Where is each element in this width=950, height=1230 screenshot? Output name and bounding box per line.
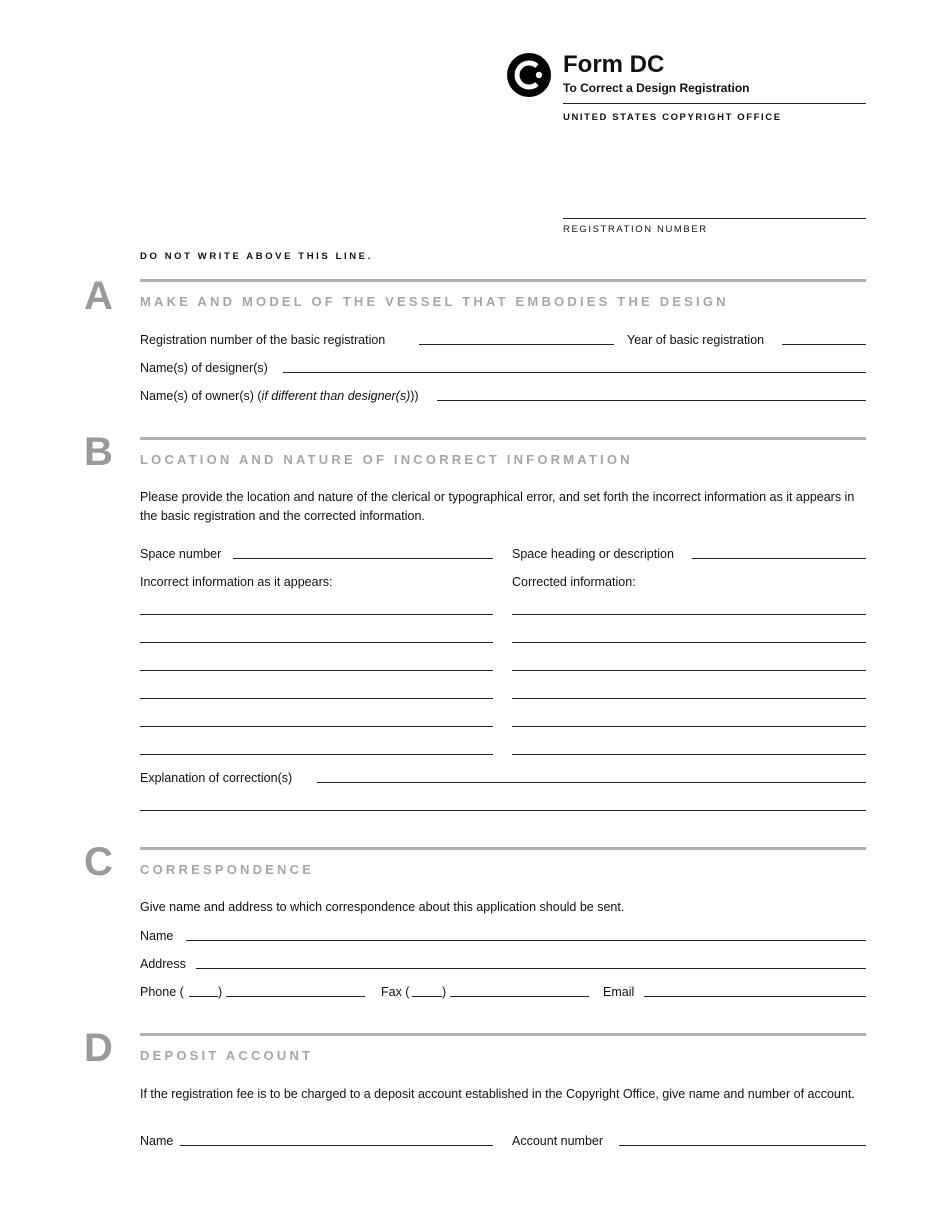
section-d-rule	[140, 1033, 866, 1036]
phone-number-field[interactable]	[226, 996, 365, 997]
year-field[interactable]	[782, 344, 866, 345]
space-number-label: Space number	[140, 547, 222, 561]
explanation-field[interactable]	[317, 782, 866, 783]
deposit-name-field[interactable]	[180, 1145, 493, 1146]
incorrect-info-line[interactable]	[140, 698, 493, 699]
registration-number-label: REGISTRATION NUMBER	[563, 224, 708, 235]
copyright-office-logo-icon	[506, 52, 552, 98]
correspondence-name-label: Name	[140, 929, 174, 943]
header-divider	[563, 103, 866, 104]
corrected-info-line[interactable]	[512, 670, 866, 671]
corrected-info-line[interactable]	[512, 726, 866, 727]
corrected-info-line[interactable]	[512, 614, 866, 615]
section-a-rule	[140, 279, 866, 282]
section-c-rule	[140, 847, 866, 850]
corrected-info-line[interactable]	[512, 754, 866, 755]
section-c-instructions: Give name and address to which correspondence about this application should be sent.	[140, 900, 625, 914]
fax-close-paren: )	[442, 985, 447, 999]
correspondence-address-field[interactable]	[196, 968, 866, 969]
phone-label: Phone (	[140, 985, 184, 999]
reg-number-label: Registration number of the basic registration	[140, 333, 386, 347]
incorrect-info-line[interactable]	[140, 642, 493, 643]
account-number-label: Account number	[512, 1134, 604, 1148]
account-number-field[interactable]	[619, 1145, 866, 1146]
office-name: UNITED STATES COPYRIGHT OFFICE	[563, 112, 782, 123]
owner-field[interactable]	[437, 400, 866, 401]
form-subtitle: To Correct a Design Registration	[563, 81, 750, 95]
correspondence-name-field[interactable]	[186, 940, 866, 941]
space-heading-field[interactable]	[692, 558, 866, 559]
incorrect-info-label: Incorrect information as it appears:	[140, 575, 333, 589]
reg-number-field[interactable]	[419, 344, 614, 345]
section-a-letter: A	[84, 274, 113, 318]
section-c-title: CORRESPONDENCE	[140, 862, 315, 877]
section-d-instructions: If the registration fee is to be charged to a deposit account established in the Copyright Office, give name and number of account.	[140, 1087, 855, 1101]
designer-label: Name(s) of designer(s)	[140, 361, 268, 375]
space-number-field[interactable]	[233, 558, 493, 559]
space-heading-label: Space heading or description	[512, 547, 674, 561]
section-b-instructions: Please provide the location and nature of the clerical or typographical error, and set forth the incorrect information as it appears in the basic registration and the corrected information.	[140, 490, 855, 523]
section-d-letter: D	[84, 1026, 113, 1070]
registration-number-field[interactable]	[563, 218, 866, 219]
fax-number-field[interactable]	[450, 996, 589, 997]
incorrect-info-line[interactable]	[140, 726, 493, 727]
phone-area-code-field[interactable]	[189, 996, 218, 997]
deposit-name-label: Name	[140, 1134, 174, 1148]
designer-field[interactable]	[283, 372, 866, 373]
year-label: Year of basic registration	[627, 333, 765, 347]
correspondence-address-label: Address	[140, 957, 186, 971]
explanation-field-line-2[interactable]	[140, 810, 866, 811]
explanation-label: Explanation of correction(s)	[140, 771, 293, 785]
section-c-letter: C	[84, 840, 113, 884]
owner-label: Name(s) of owner(s) (if different than designer(s)))	[140, 389, 419, 403]
fax-area-code-field[interactable]	[412, 996, 442, 997]
section-b-rule	[140, 437, 866, 440]
email-field[interactable]	[644, 996, 866, 997]
corrected-info-label: Corrected information:	[512, 575, 636, 589]
email-label: Email	[603, 985, 635, 999]
section-b-title: LOCATION AND NATURE OF INCORRECT INFORMATION	[140, 452, 633, 467]
phone-close-paren: )	[218, 985, 223, 999]
section-d-title: DEPOSIT ACCOUNT	[140, 1048, 314, 1063]
form-title: Form DC	[563, 51, 665, 78]
incorrect-info-line[interactable]	[140, 614, 493, 615]
corrected-info-line[interactable]	[512, 642, 866, 643]
incorrect-info-line[interactable]	[140, 754, 493, 755]
corrected-info-line[interactable]	[512, 698, 866, 699]
fax-label: Fax (	[381, 985, 410, 999]
section-b-letter: B	[84, 430, 113, 474]
section-a-title: MAKE AND MODEL OF THE VESSEL THAT EMBODIES THE DESIGN	[140, 294, 729, 309]
do-not-write-notice: DO NOT WRITE ABOVE THIS LINE.	[140, 251, 373, 262]
incorrect-info-line[interactable]	[140, 670, 493, 671]
